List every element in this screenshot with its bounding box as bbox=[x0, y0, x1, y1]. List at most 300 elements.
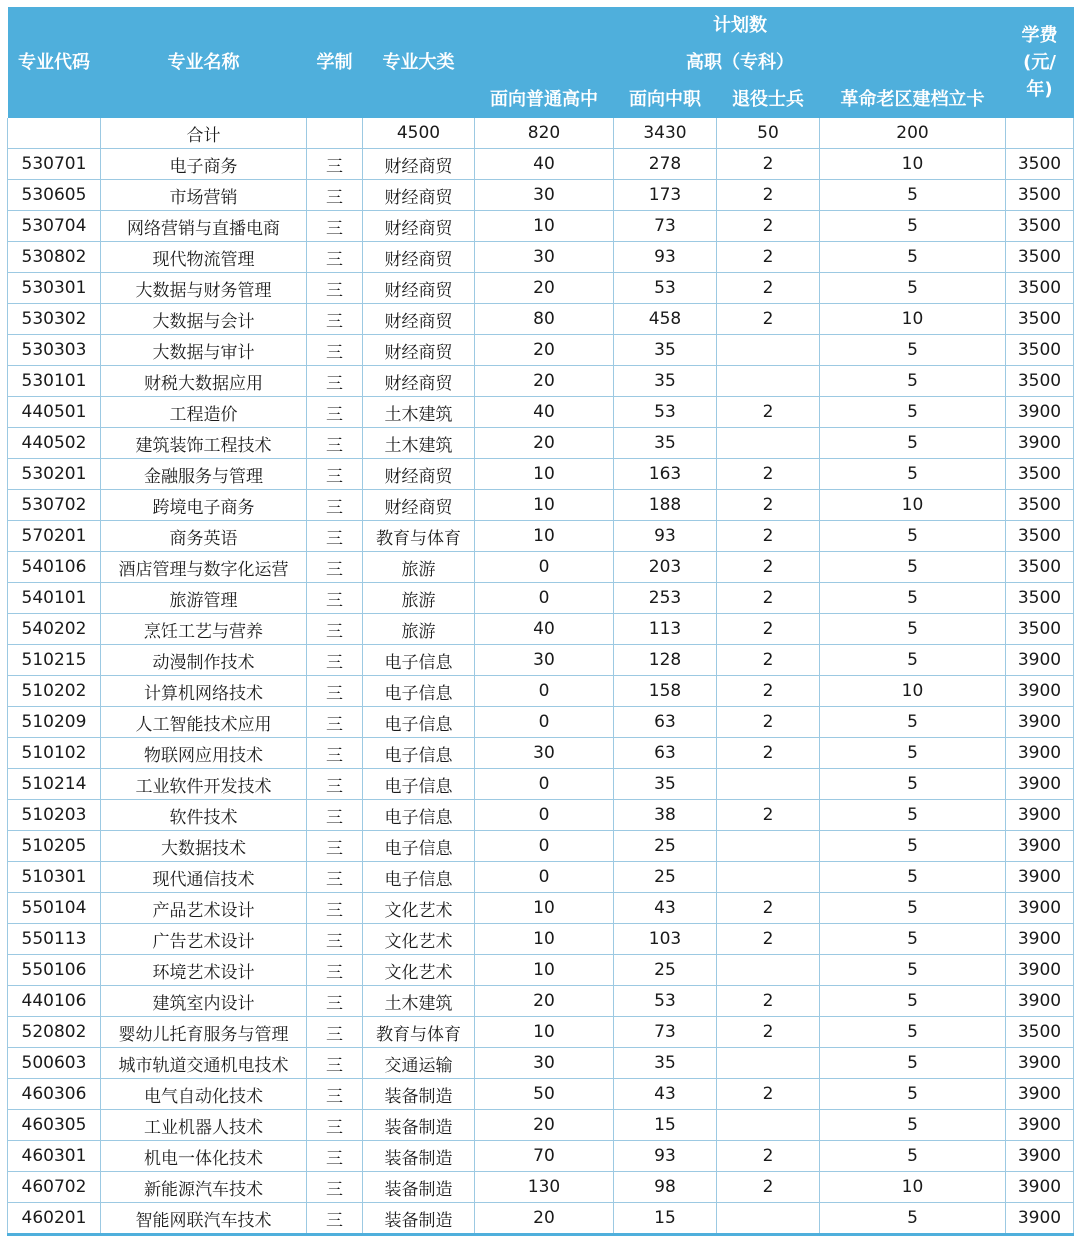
secondary-voc-cell: 93 bbox=[614, 242, 717, 273]
header-level: 高职（专科） bbox=[475, 44, 1006, 81]
veterans-cell: 2 bbox=[717, 211, 820, 242]
duration-cell: 三 bbox=[307, 180, 363, 211]
veterans-cell: 2 bbox=[717, 242, 820, 273]
old-revolutionary-cell: 5 bbox=[820, 1141, 1006, 1172]
secondary-voc-cell: 93 bbox=[614, 521, 717, 552]
category-cell: 财经商贸 bbox=[363, 335, 475, 366]
table-row bbox=[8, 862, 1074, 893]
tuition-cell: 3500 bbox=[1006, 211, 1074, 242]
category-cell: 电子信息 bbox=[363, 707, 475, 738]
general-hs-cell: 20 bbox=[475, 1203, 614, 1235]
veterans-cell: 2 bbox=[717, 180, 820, 211]
code-cell: 460301 bbox=[8, 1141, 101, 1172]
table-row bbox=[8, 738, 1074, 769]
duration-cell: 三 bbox=[307, 1048, 363, 1079]
total-old-revolutionary: 200 bbox=[820, 118, 1006, 149]
veterans-cell: 2 bbox=[717, 676, 820, 707]
category-cell: 财经商贸 bbox=[363, 304, 475, 335]
table-row bbox=[8, 1110, 1074, 1141]
table-row bbox=[8, 924, 1074, 955]
table-row bbox=[8, 397, 1074, 428]
duration-cell: 三 bbox=[307, 211, 363, 242]
veterans-cell bbox=[717, 335, 820, 366]
code-cell: 440501 bbox=[8, 397, 101, 428]
name-cell: 网络营销与直播电商 bbox=[101, 211, 307, 242]
name-cell: 环境艺术设计 bbox=[101, 955, 307, 986]
total-veterans: 50 bbox=[717, 118, 820, 149]
code-cell: 510202 bbox=[8, 676, 101, 707]
old-revolutionary-cell: 10 bbox=[820, 149, 1006, 180]
tuition-cell: 3900 bbox=[1006, 831, 1074, 862]
veterans-cell: 2 bbox=[717, 645, 820, 676]
old-revolutionary-cell: 5 bbox=[820, 521, 1006, 552]
name-cell: 跨境电子商务 bbox=[101, 490, 307, 521]
name-cell: 旅游管理 bbox=[101, 583, 307, 614]
category-cell: 文化艺术 bbox=[363, 955, 475, 986]
code-cell: 510215 bbox=[8, 645, 101, 676]
name-cell: 建筑室内设计 bbox=[101, 986, 307, 1017]
veterans-cell: 2 bbox=[717, 552, 820, 583]
code-cell: 460702 bbox=[8, 1172, 101, 1203]
name-cell: 电气自动化技术 bbox=[101, 1079, 307, 1110]
code-cell: 510209 bbox=[8, 707, 101, 738]
veterans-cell: 2 bbox=[717, 893, 820, 924]
general-hs-cell: 0 bbox=[475, 676, 614, 707]
category-cell: 电子信息 bbox=[363, 738, 475, 769]
tuition-cell: 3900 bbox=[1006, 800, 1074, 831]
code-cell: 530302 bbox=[8, 304, 101, 335]
old-revolutionary-cell: 5 bbox=[820, 645, 1006, 676]
veterans-cell bbox=[717, 831, 820, 862]
tuition-cell: 3900 bbox=[1006, 893, 1074, 924]
old-revolutionary-cell: 5 bbox=[820, 862, 1006, 893]
header-tuition bbox=[1006, 7, 1074, 118]
tuition-cell: 3500 bbox=[1006, 552, 1074, 583]
general-hs-cell: 40 bbox=[475, 149, 614, 180]
category-cell: 交通运输 bbox=[363, 1048, 475, 1079]
old-revolutionary-cell: 5 bbox=[820, 986, 1006, 1017]
table-row bbox=[8, 1141, 1074, 1172]
category-cell: 装备制造 bbox=[363, 1141, 475, 1172]
old-revolutionary-cell: 5 bbox=[820, 273, 1006, 304]
table-row bbox=[8, 521, 1074, 552]
secondary-voc-cell: 458 bbox=[614, 304, 717, 335]
category-cell: 财经商贸 bbox=[363, 459, 475, 490]
tuition-cell: 3900 bbox=[1006, 1079, 1074, 1110]
tuition-cell: 3900 bbox=[1006, 1172, 1074, 1203]
name-cell: 产品艺术设计 bbox=[101, 893, 307, 924]
category-cell: 电子信息 bbox=[363, 645, 475, 676]
general-hs-cell: 50 bbox=[475, 1079, 614, 1110]
general-hs-cell: 30 bbox=[475, 645, 614, 676]
old-revolutionary-cell: 5 bbox=[820, 831, 1006, 862]
table-row bbox=[8, 428, 1074, 459]
total-label: 合计 bbox=[101, 118, 307, 149]
code-cell: 530201 bbox=[8, 459, 101, 490]
general-hs-cell: 0 bbox=[475, 552, 614, 583]
total-tuition-cell bbox=[1006, 118, 1074, 149]
duration-cell: 三 bbox=[307, 335, 363, 366]
duration-cell: 三 bbox=[307, 614, 363, 645]
category-cell: 装备制造 bbox=[363, 1079, 475, 1110]
tuition-cell: 3900 bbox=[1006, 1203, 1074, 1235]
old-revolutionary-cell: 10 bbox=[820, 676, 1006, 707]
general-hs-cell: 10 bbox=[475, 490, 614, 521]
name-cell: 电子商务 bbox=[101, 149, 307, 180]
general-hs-cell: 10 bbox=[475, 459, 614, 490]
code-cell: 500603 bbox=[8, 1048, 101, 1079]
old-revolutionary-cell: 5 bbox=[820, 707, 1006, 738]
code-cell: 530704 bbox=[8, 211, 101, 242]
table-row bbox=[8, 552, 1074, 583]
total-row bbox=[8, 118, 1074, 149]
tuition-cell: 3500 bbox=[1006, 242, 1074, 273]
general-hs-cell: 30 bbox=[475, 1048, 614, 1079]
name-cell: 财税大数据应用 bbox=[101, 366, 307, 397]
duration-cell: 三 bbox=[307, 769, 363, 800]
tuition-cell: 3900 bbox=[1006, 707, 1074, 738]
code-cell: 550113 bbox=[8, 924, 101, 955]
old-revolutionary-cell: 5 bbox=[820, 180, 1006, 211]
tuition-cell: 3500 bbox=[1006, 521, 1074, 552]
old-revolutionary-cell: 5 bbox=[820, 211, 1006, 242]
category-cell: 文化艺术 bbox=[363, 924, 475, 955]
tuition-cell: 3500 bbox=[1006, 273, 1074, 304]
duration-cell: 三 bbox=[307, 583, 363, 614]
secondary-voc-cell: 253 bbox=[614, 583, 717, 614]
header-code: 专业代码 bbox=[8, 7, 101, 118]
secondary-voc-cell: 25 bbox=[614, 831, 717, 862]
secondary-voc-cell: 163 bbox=[614, 459, 717, 490]
name-cell: 工业机器人技术 bbox=[101, 1110, 307, 1141]
secondary-voc-cell: 63 bbox=[614, 707, 717, 738]
duration-cell: 三 bbox=[307, 986, 363, 1017]
secondary-voc-cell: 35 bbox=[614, 428, 717, 459]
general-hs-cell: 10 bbox=[475, 924, 614, 955]
header-duration: 学制 bbox=[307, 7, 363, 118]
duration-cell: 三 bbox=[307, 490, 363, 521]
tuition-cell: 3900 bbox=[1006, 986, 1074, 1017]
general-hs-cell: 20 bbox=[475, 428, 614, 459]
tuition-cell: 3500 bbox=[1006, 180, 1074, 211]
tuition-cell: 3900 bbox=[1006, 645, 1074, 676]
code-cell: 530802 bbox=[8, 242, 101, 273]
veterans-cell bbox=[717, 1048, 820, 1079]
secondary-voc-cell: 35 bbox=[614, 366, 717, 397]
name-cell: 工程造价 bbox=[101, 397, 307, 428]
table-row bbox=[8, 955, 1074, 986]
tuition-cell: 3500 bbox=[1006, 459, 1074, 490]
code-cell: 460305 bbox=[8, 1110, 101, 1141]
category-cell: 电子信息 bbox=[363, 800, 475, 831]
name-cell: 广告艺术设计 bbox=[101, 924, 307, 955]
name-cell: 现代物流管理 bbox=[101, 242, 307, 273]
table-row bbox=[8, 893, 1074, 924]
general-hs-cell: 10 bbox=[475, 1017, 614, 1048]
duration-cell: 三 bbox=[307, 800, 363, 831]
code-cell: 440106 bbox=[8, 986, 101, 1017]
general-hs-cell: 20 bbox=[475, 335, 614, 366]
general-hs-cell: 0 bbox=[475, 707, 614, 738]
duration-cell: 三 bbox=[307, 1172, 363, 1203]
secondary-voc-cell: 38 bbox=[614, 800, 717, 831]
category-cell: 财经商贸 bbox=[363, 366, 475, 397]
tuition-cell: 3500 bbox=[1006, 335, 1074, 366]
header-category: 专业大类 bbox=[363, 7, 475, 118]
total-code-cell bbox=[8, 118, 101, 149]
name-cell: 烹饪工艺与营养 bbox=[101, 614, 307, 645]
old-revolutionary-cell: 5 bbox=[820, 738, 1006, 769]
general-hs-cell: 130 bbox=[475, 1172, 614, 1203]
name-cell: 城市轨道交通机电技术 bbox=[101, 1048, 307, 1079]
table-row bbox=[8, 335, 1074, 366]
veterans-cell: 2 bbox=[717, 1172, 820, 1203]
old-revolutionary-cell: 5 bbox=[820, 459, 1006, 490]
secondary-voc-cell: 53 bbox=[614, 397, 717, 428]
category-cell: 财经商贸 bbox=[363, 273, 475, 304]
name-cell: 软件技术 bbox=[101, 800, 307, 831]
secondary-voc-cell: 98 bbox=[614, 1172, 717, 1203]
veterans-cell bbox=[717, 955, 820, 986]
name-cell: 金融服务与管理 bbox=[101, 459, 307, 490]
veterans-cell: 2 bbox=[717, 924, 820, 955]
old-revolutionary-cell: 5 bbox=[820, 1017, 1006, 1048]
old-revolutionary-cell: 5 bbox=[820, 800, 1006, 831]
secondary-voc-cell: 93 bbox=[614, 1141, 717, 1172]
name-cell: 现代通信技术 bbox=[101, 862, 307, 893]
veterans-cell: 2 bbox=[717, 614, 820, 645]
secondary-voc-cell: 15 bbox=[614, 1203, 717, 1235]
table-row bbox=[8, 1203, 1074, 1235]
tuition-cell: 3500 bbox=[1006, 490, 1074, 521]
secondary-voc-cell: 15 bbox=[614, 1110, 717, 1141]
header-tuition-line: 学费 bbox=[1021, 25, 1058, 46]
general-hs-cell: 20 bbox=[475, 366, 614, 397]
header-name: 专业名称 bbox=[101, 7, 307, 118]
category-cell: 旅游 bbox=[363, 552, 475, 583]
header-plan: 计划数 bbox=[475, 7, 1006, 44]
veterans-cell: 2 bbox=[717, 490, 820, 521]
general-hs-cell: 0 bbox=[475, 769, 614, 800]
veterans-cell: 2 bbox=[717, 583, 820, 614]
table-header bbox=[8, 7, 1074, 118]
table-row bbox=[8, 459, 1074, 490]
old-revolutionary-cell: 10 bbox=[820, 1172, 1006, 1203]
duration-cell: 三 bbox=[307, 1079, 363, 1110]
general-hs-cell: 0 bbox=[475, 831, 614, 862]
duration-cell: 三 bbox=[307, 955, 363, 986]
category-cell: 财经商贸 bbox=[363, 149, 475, 180]
category-cell: 土木建筑 bbox=[363, 986, 475, 1017]
tuition-cell: 3500 bbox=[1006, 614, 1074, 645]
code-cell: 540202 bbox=[8, 614, 101, 645]
secondary-voc-cell: 53 bbox=[614, 986, 717, 1017]
code-cell: 520802 bbox=[8, 1017, 101, 1048]
table-row bbox=[8, 1048, 1074, 1079]
total-secondary-voc: 3430 bbox=[614, 118, 717, 149]
enrollment-plan-table bbox=[7, 7, 1074, 1236]
general-hs-cell: 0 bbox=[475, 583, 614, 614]
general-hs-cell: 10 bbox=[475, 211, 614, 242]
header-secondary-voc: 面向中职 bbox=[614, 81, 717, 118]
old-revolutionary-cell: 5 bbox=[820, 366, 1006, 397]
secondary-voc-cell: 103 bbox=[614, 924, 717, 955]
tuition-cell: 3900 bbox=[1006, 1110, 1074, 1141]
veterans-cell: 2 bbox=[717, 707, 820, 738]
veterans-cell: 2 bbox=[717, 521, 820, 552]
duration-cell: 三 bbox=[307, 149, 363, 180]
secondary-voc-cell: 63 bbox=[614, 738, 717, 769]
table-row bbox=[8, 583, 1074, 614]
name-cell: 大数据与会计 bbox=[101, 304, 307, 335]
secondary-voc-cell: 35 bbox=[614, 1048, 717, 1079]
general-hs-cell: 10 bbox=[475, 893, 614, 924]
secondary-voc-cell: 25 bbox=[614, 955, 717, 986]
old-revolutionary-cell: 5 bbox=[820, 552, 1006, 583]
general-hs-cell: 0 bbox=[475, 862, 614, 893]
veterans-cell bbox=[717, 1203, 820, 1235]
duration-cell: 三 bbox=[307, 397, 363, 428]
category-cell: 装备制造 bbox=[363, 1110, 475, 1141]
table-row bbox=[8, 1079, 1074, 1110]
tuition-cell: 3900 bbox=[1006, 738, 1074, 769]
category-cell: 电子信息 bbox=[363, 862, 475, 893]
secondary-voc-cell: 278 bbox=[614, 149, 717, 180]
table-row bbox=[8, 800, 1074, 831]
veterans-cell: 2 bbox=[717, 738, 820, 769]
header-veterans: 退役士兵 bbox=[717, 81, 820, 118]
secondary-voc-cell: 173 bbox=[614, 180, 717, 211]
header-general-hs: 面向普通高中 bbox=[475, 81, 614, 118]
name-cell: 大数据与财务管理 bbox=[101, 273, 307, 304]
veterans-cell: 2 bbox=[717, 800, 820, 831]
secondary-voc-cell: 73 bbox=[614, 1017, 717, 1048]
duration-cell: 三 bbox=[307, 707, 363, 738]
duration-cell: 三 bbox=[307, 428, 363, 459]
general-hs-cell: 20 bbox=[475, 1110, 614, 1141]
tuition-cell: 3900 bbox=[1006, 676, 1074, 707]
tuition-cell: 3500 bbox=[1006, 583, 1074, 614]
old-revolutionary-cell: 5 bbox=[820, 428, 1006, 459]
veterans-cell: 2 bbox=[717, 397, 820, 428]
category-cell: 电子信息 bbox=[363, 676, 475, 707]
old-revolutionary-cell: 5 bbox=[820, 614, 1006, 645]
table-row bbox=[8, 490, 1074, 521]
table-row bbox=[8, 1017, 1074, 1048]
name-cell: 商务英语 bbox=[101, 521, 307, 552]
category-cell: 旅游 bbox=[363, 583, 475, 614]
name-cell: 大数据与审计 bbox=[101, 335, 307, 366]
old-revolutionary-cell: 5 bbox=[820, 893, 1006, 924]
header-tuition-line: 年) bbox=[1026, 79, 1053, 100]
old-revolutionary-cell: 5 bbox=[820, 583, 1006, 614]
secondary-voc-cell: 25 bbox=[614, 862, 717, 893]
general-hs-cell: 20 bbox=[475, 273, 614, 304]
duration-cell: 三 bbox=[307, 676, 363, 707]
old-revolutionary-cell: 5 bbox=[820, 397, 1006, 428]
veterans-cell bbox=[717, 862, 820, 893]
table-row bbox=[8, 273, 1074, 304]
duration-cell: 三 bbox=[307, 862, 363, 893]
table-row bbox=[8, 645, 1074, 676]
code-cell: 510203 bbox=[8, 800, 101, 831]
secondary-voc-cell: 188 bbox=[614, 490, 717, 521]
table-row bbox=[8, 614, 1074, 645]
name-cell: 建筑装饰工程技术 bbox=[101, 428, 307, 459]
table-row bbox=[8, 831, 1074, 862]
category-cell: 财经商贸 bbox=[363, 211, 475, 242]
category-cell: 教育与体育 bbox=[363, 521, 475, 552]
veterans-cell: 2 bbox=[717, 149, 820, 180]
code-cell: 510301 bbox=[8, 862, 101, 893]
duration-cell: 三 bbox=[307, 304, 363, 335]
table-row bbox=[8, 149, 1074, 180]
tuition-cell: 3900 bbox=[1006, 1048, 1074, 1079]
duration-cell: 三 bbox=[307, 924, 363, 955]
code-cell: 460201 bbox=[8, 1203, 101, 1235]
category-cell: 旅游 bbox=[363, 614, 475, 645]
total-category-total: 4500 bbox=[363, 118, 475, 149]
category-cell: 财经商贸 bbox=[363, 180, 475, 211]
veterans-cell: 2 bbox=[717, 273, 820, 304]
general-hs-cell: 30 bbox=[475, 242, 614, 273]
code-cell: 530701 bbox=[8, 149, 101, 180]
category-cell: 财经商贸 bbox=[363, 242, 475, 273]
duration-cell: 三 bbox=[307, 1017, 363, 1048]
secondary-voc-cell: 43 bbox=[614, 1079, 717, 1110]
table-body bbox=[8, 118, 1074, 1235]
table-row bbox=[8, 180, 1074, 211]
old-revolutionary-cell: 10 bbox=[820, 304, 1006, 335]
duration-cell: 三 bbox=[307, 1141, 363, 1172]
duration-cell: 三 bbox=[307, 366, 363, 397]
veterans-cell: 2 bbox=[717, 1017, 820, 1048]
name-cell: 婴幼儿托育服务与管理 bbox=[101, 1017, 307, 1048]
name-cell: 大数据技术 bbox=[101, 831, 307, 862]
total-duration-cell bbox=[307, 118, 363, 149]
duration-cell: 三 bbox=[307, 552, 363, 583]
duration-cell: 三 bbox=[307, 831, 363, 862]
name-cell: 人工智能技术应用 bbox=[101, 707, 307, 738]
tuition-cell: 3500 bbox=[1006, 366, 1074, 397]
duration-cell: 三 bbox=[307, 738, 363, 769]
secondary-voc-cell: 128 bbox=[614, 645, 717, 676]
old-revolutionary-cell: 5 bbox=[820, 1203, 1006, 1235]
table-row bbox=[8, 769, 1074, 800]
code-cell: 510205 bbox=[8, 831, 101, 862]
general-hs-cell: 0 bbox=[475, 800, 614, 831]
tuition-cell: 3900 bbox=[1006, 862, 1074, 893]
tuition-cell: 3900 bbox=[1006, 397, 1074, 428]
old-revolutionary-cell: 5 bbox=[820, 1079, 1006, 1110]
code-cell: 530301 bbox=[8, 273, 101, 304]
name-cell: 智能网联汽车技术 bbox=[101, 1203, 307, 1235]
secondary-voc-cell: 158 bbox=[614, 676, 717, 707]
header-old-revolutionary: 革命老区建档立卡 bbox=[820, 81, 1006, 118]
tuition-cell: 3900 bbox=[1006, 924, 1074, 955]
old-revolutionary-cell: 5 bbox=[820, 1048, 1006, 1079]
table-row bbox=[8, 242, 1074, 273]
secondary-voc-cell: 203 bbox=[614, 552, 717, 583]
tuition-cell: 3900 bbox=[1006, 955, 1074, 986]
name-cell: 工业软件开发技术 bbox=[101, 769, 307, 800]
general-hs-cell: 40 bbox=[475, 397, 614, 428]
name-cell: 动漫制作技术 bbox=[101, 645, 307, 676]
general-hs-cell: 10 bbox=[475, 521, 614, 552]
code-cell: 550106 bbox=[8, 955, 101, 986]
code-cell: 550104 bbox=[8, 893, 101, 924]
tuition-cell: 3500 bbox=[1006, 1017, 1074, 1048]
